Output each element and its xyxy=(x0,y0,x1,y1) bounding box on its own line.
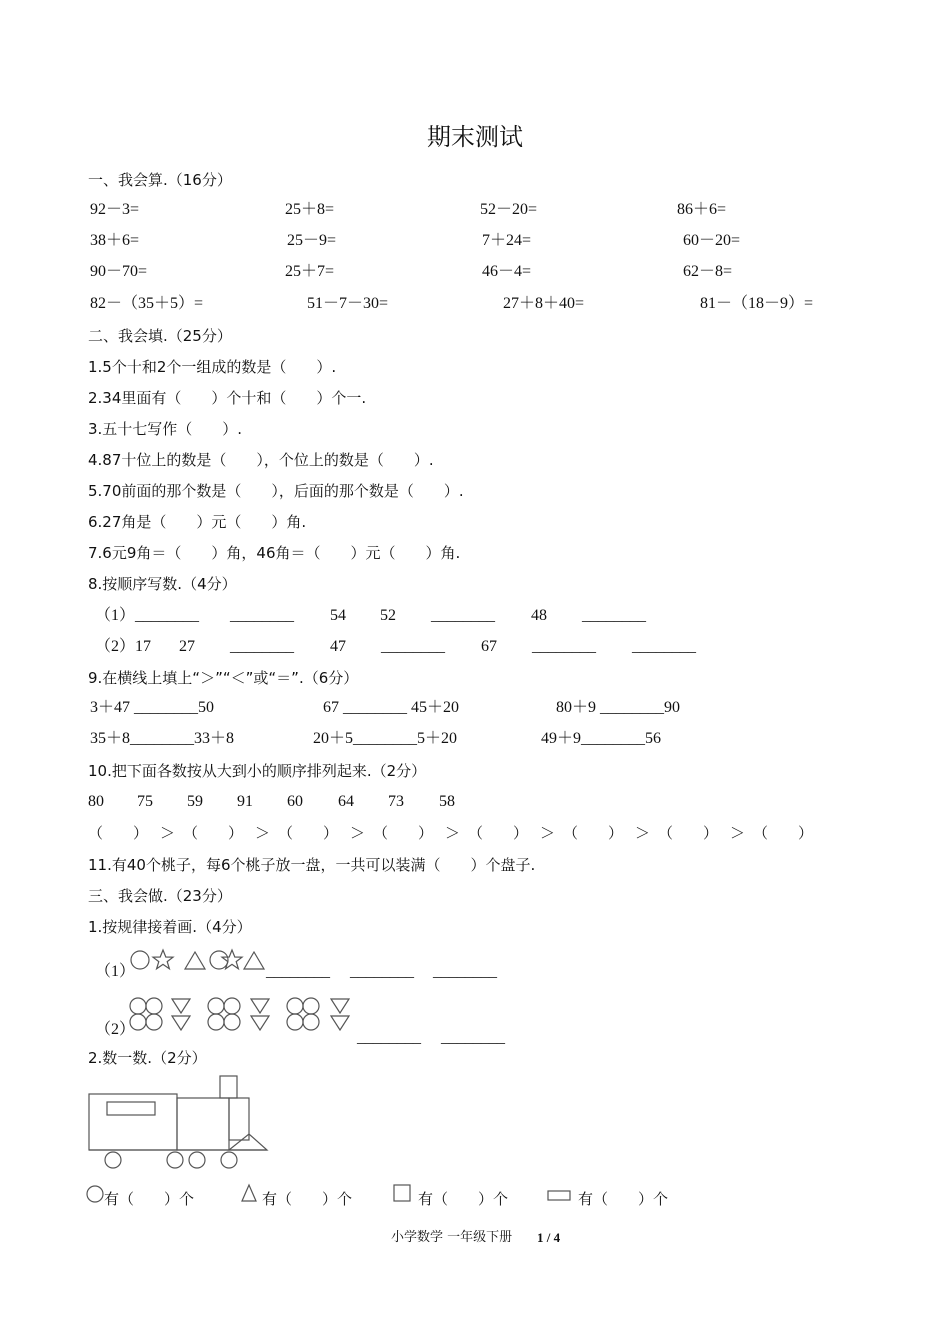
sequence-blank: ________ xyxy=(431,607,495,624)
four-circles-shape xyxy=(130,998,162,1030)
wheel-circle xyxy=(167,1152,183,1168)
pattern-blank: ________ xyxy=(433,963,497,980)
greater-sign: ＞ xyxy=(445,824,461,842)
pattern-row-1-shapes xyxy=(128,948,268,976)
greater-sign: ＞ xyxy=(540,824,556,842)
sequence-blank: ________ xyxy=(381,638,445,655)
train-cab-rect xyxy=(177,1098,229,1150)
greater-sign: ＞ xyxy=(350,824,366,842)
footer-label: 小学数学 一年级下册 xyxy=(391,1230,513,1245)
wheel-circle xyxy=(105,1152,121,1168)
calc-item: 62－8= xyxy=(683,263,733,280)
train-chimney-rect xyxy=(220,1076,237,1098)
calc-item: 51－7－30= xyxy=(307,295,389,312)
calc-item: 90－70= xyxy=(90,263,148,280)
question-2: 2.34里面有（ ）个十和（ ）个一. xyxy=(88,389,367,407)
question-6: 6.27角是（ ）元（ ）角. xyxy=(88,513,307,531)
calc-item: 25＋7= xyxy=(285,263,335,280)
four-circles-shape xyxy=(208,998,240,1030)
question-3: 3.五十七写作（ ）. xyxy=(88,420,243,438)
number-item: 80 xyxy=(88,793,104,810)
compare-item: 49＋9________56 xyxy=(541,730,662,747)
train-front-rect xyxy=(229,1098,249,1140)
sequence-item: 54 xyxy=(330,607,346,624)
pattern-blank: ________ xyxy=(266,963,330,980)
number-item: 91 xyxy=(237,793,253,810)
pattern-blank: ________ xyxy=(357,1029,421,1046)
order-slot: （ ） xyxy=(658,824,719,842)
number-item: 64 xyxy=(338,793,354,810)
compare-item: 67 ________ 45＋20 xyxy=(323,699,460,716)
circle-icon xyxy=(85,1185,105,1205)
compare-item: 80＋9 ________90 xyxy=(556,699,681,716)
section-3-heading: 三、我会做.（23分） xyxy=(88,887,232,905)
compare-item: 35＋8________33＋8 xyxy=(90,730,235,747)
section-1-heading: 一、我会算.（16分） xyxy=(88,171,232,189)
wheel-circle xyxy=(221,1152,237,1168)
greater-sign: ＞ xyxy=(730,824,746,842)
triangle-shape xyxy=(244,952,264,969)
question-9: 9.在横线上填上“＞”“＜”或“＝”.（6分） xyxy=(88,669,359,687)
question-8: 8.按顺序写数.（4分） xyxy=(88,575,237,593)
pattern-blank: ________ xyxy=(441,1029,505,1046)
sequence-blank: ________ xyxy=(582,607,646,624)
train-window-rect xyxy=(107,1102,155,1115)
order-slot: （ ） xyxy=(373,824,434,842)
double-triangle-shape xyxy=(331,999,349,1030)
calc-item: 25＋8= xyxy=(285,201,335,218)
sequence-item: 52 xyxy=(380,607,396,624)
sequence-item: 47 xyxy=(330,638,346,655)
order-slot: （ ） xyxy=(278,824,339,842)
square-icon xyxy=(393,1184,413,1204)
greater-sign: ＞ xyxy=(635,824,651,842)
question-5: 5.70前面的那个数是（ ），后面的那个数是（ ）. xyxy=(88,482,464,500)
count-answer-rectangle: 有（ ）个 xyxy=(578,1190,669,1208)
sequence-blank: ________ xyxy=(230,607,294,624)
sequence-blank: ________ xyxy=(532,638,596,655)
calc-item: 86＋6= xyxy=(677,201,727,218)
order-slot: （ ） xyxy=(183,824,244,842)
sequence-item: （1）________ xyxy=(95,607,200,624)
page-title: 期末测试 xyxy=(427,123,523,151)
pattern-row-label: （1） xyxy=(95,963,136,980)
calc-item: 25－9= xyxy=(287,232,337,249)
compare-item: 20＋5________5＋20 xyxy=(313,730,458,747)
question-7: 7.6元9角＝（ ）角，46角＝（ ）元（ ）角. xyxy=(88,544,461,562)
count-answer-triangle: 有（ ）个 xyxy=(262,1190,353,1208)
pattern-row-2-shapes xyxy=(128,996,358,1036)
pattern-question: 1.按规律接着画.（4分） xyxy=(88,918,252,936)
calc-item: 52－20= xyxy=(480,201,538,218)
pattern-blank: ________ xyxy=(350,963,414,980)
question-1: 1.5个十和2个一组成的数是（ ）. xyxy=(88,358,337,376)
sequence-item: 48 xyxy=(531,607,547,624)
calc-item: 82－（35＋5）= xyxy=(90,295,204,312)
wheel-circle xyxy=(189,1152,205,1168)
sequence-item: 27 xyxy=(179,638,195,655)
number-item: 58 xyxy=(439,793,455,810)
calc-item: 38＋6= xyxy=(90,232,140,249)
four-circles-shape xyxy=(287,998,319,1030)
sequence-blank: ________ xyxy=(230,638,294,655)
sequence-item: 67 xyxy=(481,638,497,655)
count-answer-circle: 有（ ）个 xyxy=(104,1190,195,1208)
section-2-heading: 二、我会填.（25分） xyxy=(88,327,232,345)
order-slot: （ ） xyxy=(88,824,149,842)
number-item: 75 xyxy=(137,793,153,810)
rectangle-icon xyxy=(547,1189,573,1203)
calc-item: 81－（18－9）= xyxy=(700,295,814,312)
sequence-item: （2）17 xyxy=(95,638,152,655)
calc-item: 27＋8＋40= xyxy=(503,295,585,312)
train-cowcatcher-triangle xyxy=(229,1134,267,1150)
double-triangle-shape xyxy=(251,999,269,1030)
triangle-icon xyxy=(240,1184,260,1204)
order-slot: （ ） xyxy=(563,824,624,842)
order-slot: （ ） xyxy=(468,824,529,842)
calc-item: 92－3= xyxy=(90,201,140,218)
triangle-shape xyxy=(185,952,205,969)
compare-item: 3＋47 ________50 xyxy=(90,699,215,716)
count-answer-square: 有（ ）个 xyxy=(418,1190,509,1208)
count-question: 2.数一数.（2分） xyxy=(88,1049,207,1067)
train-figure xyxy=(85,1072,275,1172)
calc-item: 60－20= xyxy=(683,232,741,249)
question-10: 10.把下面各数按从大到小的顺序排列起来.（2分） xyxy=(88,762,427,780)
question-11: 11.有40个桃子，每6个桃子放一盘，一共可以装满（ ）个盘子. xyxy=(88,856,536,874)
circle-shape xyxy=(131,951,149,969)
double-triangle-shape xyxy=(172,999,190,1030)
page-number: 1 / 4 xyxy=(537,1230,561,1245)
calc-item: 46－4= xyxy=(482,263,532,280)
star-shape xyxy=(153,950,173,969)
greater-sign: ＞ xyxy=(160,824,176,842)
sequence-blank: ________ xyxy=(632,638,696,655)
order-slot: （ ） xyxy=(753,824,814,842)
question-4: 4.87十位上的数是（ ），个位上的数是（ ）. xyxy=(88,451,434,469)
number-item: 60 xyxy=(287,793,303,810)
greater-sign: ＞ xyxy=(255,824,271,842)
number-item: 73 xyxy=(388,793,404,810)
pattern-row-label: （2） xyxy=(95,1021,136,1038)
number-item: 59 xyxy=(187,793,203,810)
calc-item: 7＋24= xyxy=(482,232,532,249)
